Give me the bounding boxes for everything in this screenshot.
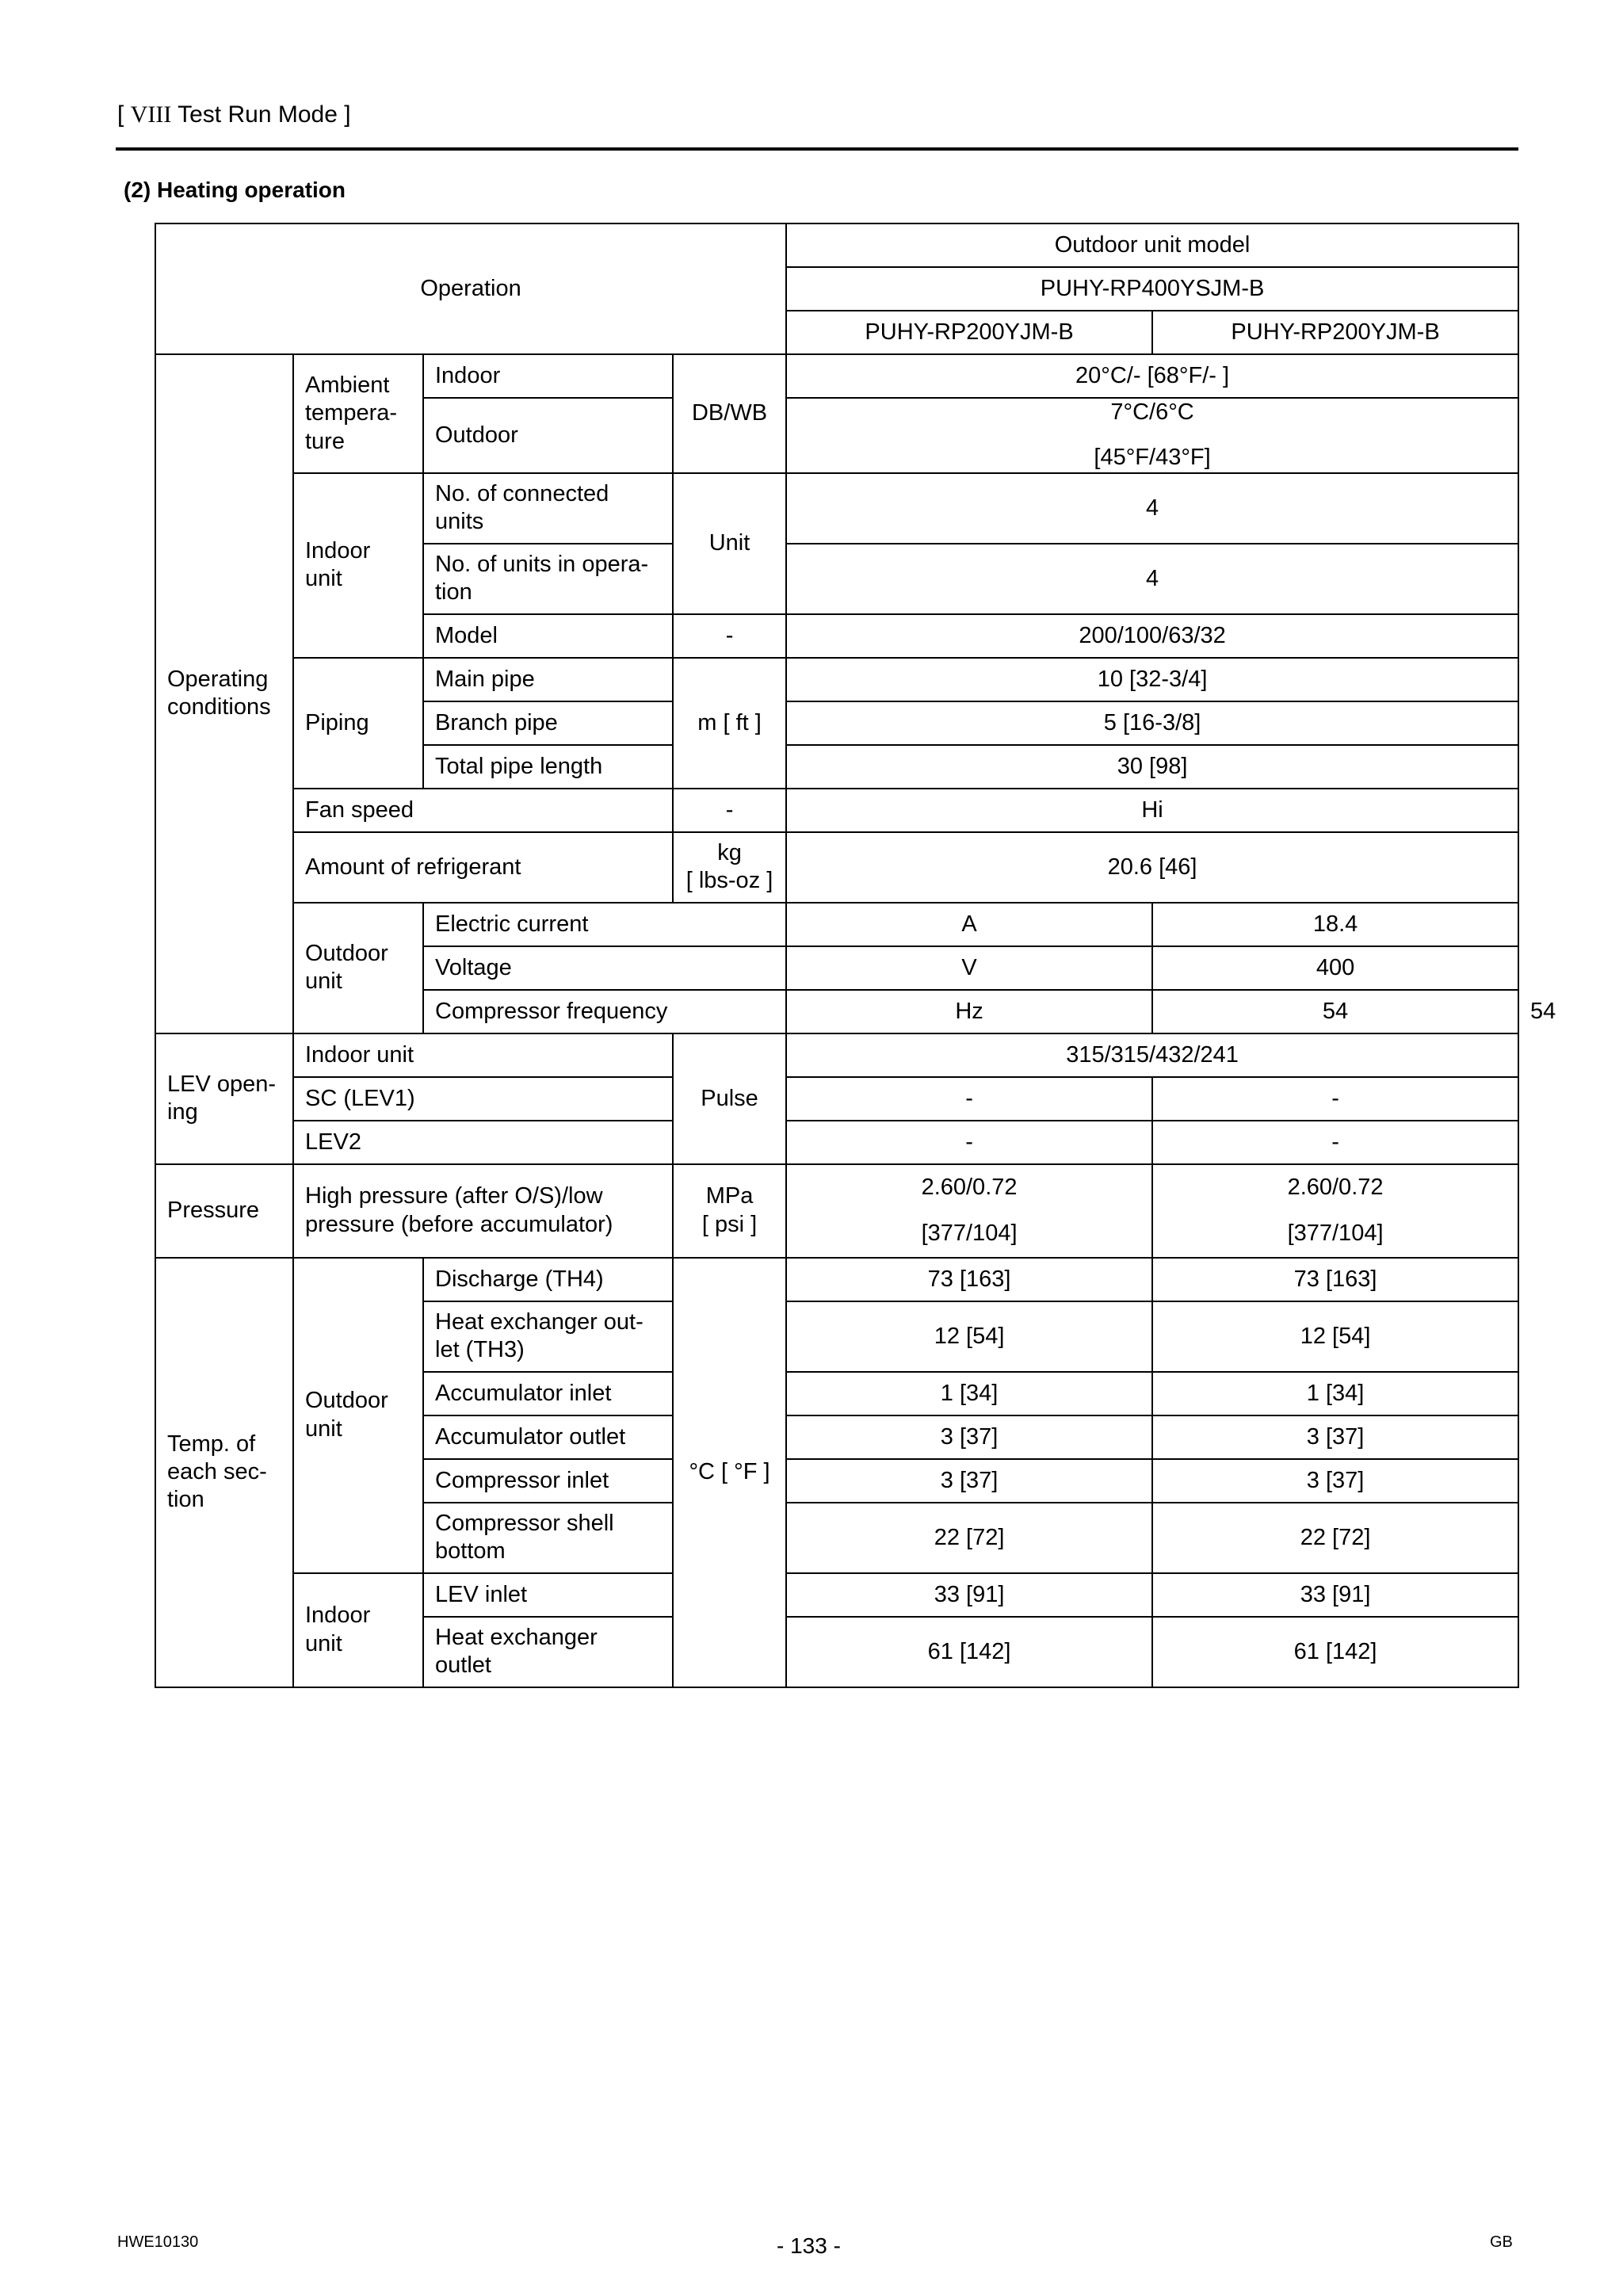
total-pipe-length-label: Total pipe length [423,745,673,789]
lev-inlet-label: LEV inlet [423,1573,673,1617]
compressor-inlet-a: 3 [37] [786,1459,1152,1503]
branch-pipe-label: Branch pipe [423,701,673,745]
table-row [155,1077,1518,1121]
ambient-indoor-value: 20°C/- [68°F/- ] [786,354,1518,398]
lev-unit: Pulse [673,1033,786,1164]
page-number: - 133 - [777,2233,841,2258]
units-in-operation-value: 4 [786,544,1518,614]
hex-outlet-label: Heat exchanger outlet [423,1617,673,1687]
accumulator-outlet-b: 3 [37] [1152,1415,1518,1459]
compressor-inlet-label: Compressor inlet [423,1459,673,1503]
accumulator-outlet-a: 3 [37] [786,1415,1152,1459]
compressor-shell-bottom-b: 22 [72] [1152,1503,1518,1573]
accumulator-outlet-label: Accumulator outlet [423,1415,673,1459]
ambient-outdoor-value: 7°C/6°C [45°F/43°F] [786,398,1518,473]
lev-inlet-a: 33 [91] [786,1573,1152,1617]
lev-indoor-label: Indoor unit [293,1033,673,1077]
lev2-a: - [786,1121,1152,1164]
connected-units-label: No. of connected units [423,473,673,544]
model-value: 200/100/63/32 [786,614,1518,658]
main-pipe-label: Main pipe [423,658,673,701]
outdoor-unit-label: Outdoor unit [293,903,423,1033]
table-row [155,789,1518,832]
page-header: [ VIII Test Run Mode ] [117,101,351,128]
pressure-b: 2.60/0.72 [377/104] [1152,1164,1518,1258]
sc-lev1-a: - [786,1077,1152,1121]
fan-speed-label: Fan speed [293,789,673,832]
sc-lev1-label: SC (LEV1) [293,1077,673,1121]
table-row [155,473,1518,544]
table-row [155,1573,1518,1617]
discharge-a: 73 [163] [786,1258,1152,1301]
pressure-unit: MPa [ psi ] [673,1164,786,1258]
lev2-label: LEV2 [293,1121,673,1164]
hex-outlet-th3-b: 12 [54] [1152,1301,1518,1372]
main-pipe-value: 10 [32-3/4] [786,658,1518,701]
table-row [155,1258,1518,1301]
model-label: Model [423,614,673,658]
accumulator-inlet-a: 1 [34] [786,1372,1152,1415]
refrigerant-unit: kg [ lbs-oz ] [673,832,786,903]
discharge-b: 73 [163] [1152,1258,1518,1301]
section-title: (2) Heating operation [124,178,346,202]
table-row [155,1033,1518,1077]
piping-label: Piping [293,658,423,789]
ambient-indoor-label: Indoor [423,354,673,398]
operating-conditions-label: Operating conditions [155,354,293,1033]
accumulator-inlet-label: Accumulator inlet [423,1372,673,1415]
branch-pipe-value: 5 [16-3/8] [786,701,1518,745]
table-row [155,1164,1518,1258]
compressor-frequency-unit: Hz [786,990,1152,1033]
lev-inlet-b: 33 [91] [1152,1573,1518,1617]
doc-code: HWE10130 [117,2233,199,2251]
refrigerant-label: Amount of refrigerant [293,832,673,903]
header-roman: VIII [130,101,172,128]
refrigerant-value: 20.6 [46] [786,832,1518,903]
table-row [155,354,1518,398]
temp-unit: °C [ °F ] [673,1258,786,1687]
temp-outdoor-unit-label: Outdoor unit [293,1258,423,1573]
accumulator-inlet-b: 1 [34] [1152,1372,1518,1415]
electric-current-value: 18.4 [1152,903,1518,946]
indoor-unit-count-unit: Unit [673,473,786,614]
compressor-inlet-b: 3 [37] [1152,1459,1518,1503]
fan-speed-unit: - [673,789,786,832]
model-unit: - [673,614,786,658]
piping-unit: m [ ft ] [673,658,786,789]
lev2-b: - [1152,1121,1518,1164]
header-row [155,223,1518,267]
table-row [155,903,1518,946]
header-rule [116,147,1518,151]
temp-each-section-label: Temp. of each sec- tion [155,1258,293,1687]
hex-outlet-th3-a: 12 [54] [786,1301,1152,1372]
electric-current-unit: A [786,903,1152,946]
hex-outlet-b: 61 [142] [1152,1617,1518,1687]
voltage-label: Voltage [423,946,786,990]
voltage-unit: V [786,946,1152,990]
compressor-shell-bottom-a: 22 [72] [786,1503,1152,1573]
pressure-label: Pressure [155,1164,293,1258]
pressure-description: High pressure (after O/S)/low pressure (before accumulator) [293,1164,673,1258]
table-row [155,1121,1518,1164]
electric-current-label: Electric current [423,903,786,946]
hex-outlet-a: 61 [142] [786,1617,1152,1687]
lev-opening-label: LEV open- ing [155,1033,293,1164]
sc-lev1-b: - [1152,1077,1518,1121]
heating-operation-table [155,223,1556,1688]
indoor-unit-label: Indoor unit [293,473,423,658]
outdoor-unit-model-header: Outdoor unit model [786,223,1518,267]
header-title: Test Run Mode [178,101,338,128]
discharge-label: Discharge (TH4) [423,1258,673,1301]
ambient-outdoor-label: Outdoor [423,398,673,473]
compressor-shell-bottom-label: Compressor shell bottom [423,1503,673,1573]
temp-indoor-unit-label: Indoor unit [293,1573,423,1687]
table-row: Compressor frequency Hz 54 54 [155,990,1518,1033]
pressure-a: 2.60/0.72 [377/104] [786,1164,1152,1258]
table-row [155,832,1518,903]
ambient-temperature-label: Ambient tempera- ture [293,354,423,473]
units-in-operation-label: No. of units in opera- tion [423,544,673,614]
hex-outlet-th3-label: Heat exchanger out- let (TH3) [423,1301,673,1372]
combined-model: PUHY-RP400YSJM-B [786,267,1518,311]
total-pipe-length-value: 30 [98] [786,745,1518,789]
connected-units-value: 4 [786,473,1518,544]
compressor-frequency-a: 54 [1152,990,1518,1033]
fan-speed-value: Hi [786,789,1518,832]
voltage-value: 400 [1152,946,1518,990]
model-b: PUHY-RP200YJM-B [1152,311,1518,354]
model-a: PUHY-RP200YJM-B [786,311,1152,354]
region-code: GB [1490,2233,1513,2251]
compressor-frequency-label: Compressor frequency [423,990,786,1033]
operation-header: Operation [155,223,786,354]
lev-indoor-value: 315/315/432/241 [786,1033,1518,1077]
ambient-unit: DB/WB [673,354,786,473]
table-row [155,658,1518,701]
